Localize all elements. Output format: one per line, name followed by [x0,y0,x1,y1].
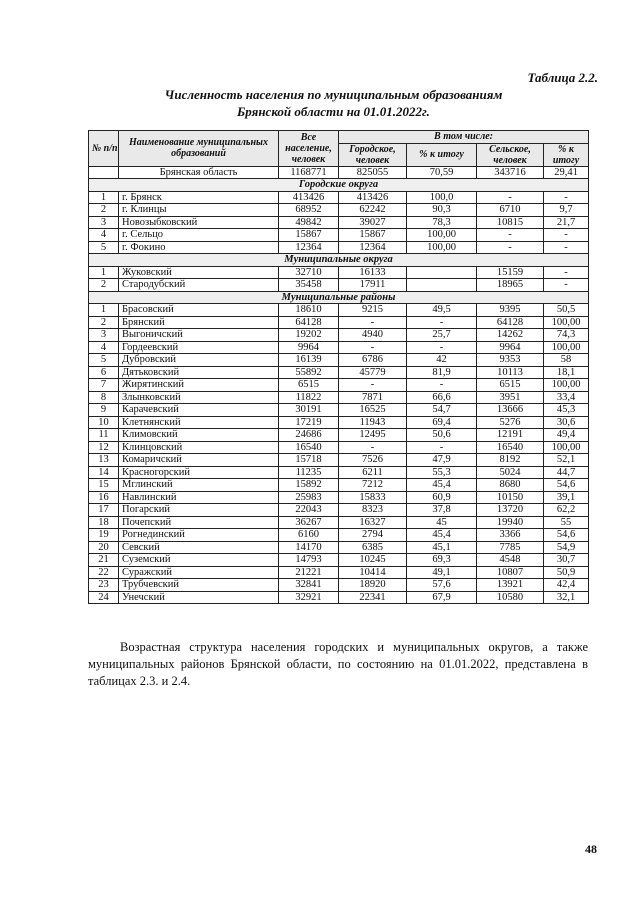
table-row [89,504,589,517]
table-cell: 3 [89,329,119,342]
table-cell: 54,7 [407,404,477,417]
table-row [89,541,589,554]
table-cell: - [339,441,407,454]
table-cell: 100,0 [407,191,477,204]
table-cell: 29,41 [544,166,589,179]
table-cell: 32710 [279,266,339,279]
table-title [0,86,639,120]
table-cell: 62,2 [544,504,589,517]
table-cell: 67,9 [407,591,477,604]
table-cell: Климовский [119,429,279,442]
title-line-2: Брянской области на 01.01.2022г. [237,104,430,119]
population-table [88,130,589,604]
table-row [89,566,589,579]
table-cell: 33,4 [544,391,589,404]
section-header-row [89,179,589,192]
table-cell: 54,9 [544,541,589,554]
table-cell: - [544,266,589,279]
table-row [89,191,589,204]
table-cell: 24686 [279,429,339,442]
table-cell: 22341 [339,591,407,604]
table-row [89,204,589,217]
table-cell: - [477,191,544,204]
table-cell: 37,8 [407,504,477,517]
table-cell: 81,9 [407,366,477,379]
section-title: Муниципальные районы [89,291,589,304]
table-cell: г. Сельцо [119,229,279,242]
table-row [89,329,589,342]
table-cell: 49,1 [407,566,477,579]
table-cell: 68952 [279,204,339,217]
table-cell: 13720 [477,504,544,517]
table-cell: 62242 [339,204,407,217]
table-cell: 52,1 [544,454,589,467]
table-cell: 39027 [339,216,407,229]
table-cell: 10580 [477,591,544,604]
table-cell: 15833 [339,491,407,504]
table-row [89,354,589,367]
table-cell: г. Клинцы [119,204,279,217]
table-cell: 10807 [477,566,544,579]
header-urban: Городское, человек [339,143,407,166]
section-header-row [89,254,589,267]
table-cell: 55,3 [407,466,477,479]
table-cell: 9964 [477,341,544,354]
table-cell: 49842 [279,216,339,229]
table-cell: 78,3 [407,216,477,229]
table-cell: 5276 [477,416,544,429]
table-cell: 9964 [279,341,339,354]
table-cell: 8680 [477,479,544,492]
table-row [89,466,589,479]
table-cell: 6385 [339,541,407,554]
table-cell: 2 [89,316,119,329]
table-cell: 7526 [339,454,407,467]
table-row [89,229,589,242]
table-cell: 64128 [477,316,544,329]
table-cell: 6515 [279,379,339,392]
table-cell: 18920 [339,579,407,592]
table-cell [407,266,477,279]
table-cell: Почепский [119,516,279,529]
table-cell: 1168771 [279,166,339,179]
table-cell: - [544,191,589,204]
table-cell: - [339,379,407,392]
table-cell: 413426 [339,191,407,204]
table-cell: 14170 [279,541,339,554]
table-cell: 9 [89,404,119,417]
table-cell: 12 [89,441,119,454]
table-row [89,279,589,292]
table-cell: - [339,341,407,354]
table-cell: Жуковский [119,266,279,279]
table-cell: 18965 [477,279,544,292]
table-cell: - [477,241,544,254]
table-cell: 13666 [477,404,544,417]
table-cell: г. Фокино [119,241,279,254]
table-cell: 13 [89,454,119,467]
table-cell: 100,00 [544,341,589,354]
table-cell: 23 [89,579,119,592]
table-cell: 6211 [339,466,407,479]
table-cell: 24 [89,591,119,604]
table-cell: Трубчевский [119,579,279,592]
table-cell: Выгоничский [119,329,279,342]
table-cell: 3366 [477,529,544,542]
table-cell: - [544,241,589,254]
table-cell: 50,5 [544,304,589,317]
table-cell: Клетнянский [119,416,279,429]
table-cell: 39,1 [544,491,589,504]
table-cell: 58 [544,354,589,367]
table-cell: 7871 [339,391,407,404]
table-cell: 70,59 [407,166,477,179]
table-cell: 4548 [477,554,544,567]
table-cell: Брянский [119,316,279,329]
table-cell: 54,6 [544,479,589,492]
table-cell: Дубровский [119,354,279,367]
table-cell: 36267 [279,516,339,529]
header-rural-pct: % к итогу [544,143,589,166]
table-cell: 16525 [339,404,407,417]
table-row [89,316,589,329]
table-cell: - [407,441,477,454]
table-cell: Карачевский [119,404,279,417]
table-row [89,391,589,404]
table-row [89,216,589,229]
table-cell: - [339,316,407,329]
table-cell: 10113 [477,366,544,379]
table-cell: Навлинский [119,491,279,504]
table-cell: 4 [89,341,119,354]
table-cell: 100,00 [544,379,589,392]
table-cell: 7 [89,379,119,392]
table-row [89,529,589,542]
table-cell: 6160 [279,529,339,542]
table-cell: 12495 [339,429,407,442]
table-cell: 50,6 [407,429,477,442]
table-cell: 66,6 [407,391,477,404]
table-cell: 18610 [279,304,339,317]
table-cell: 45,1 [407,541,477,554]
table-cell: 6786 [339,354,407,367]
table-cell [89,166,119,179]
table-row [89,591,589,604]
title-line-1: Численность населения по муниципальным образованиям [164,87,503,102]
total-row [89,166,589,179]
table-cell: 45 [407,516,477,529]
table-cell: 16540 [279,441,339,454]
table-cell: 11 [89,429,119,442]
table-row [89,579,589,592]
header-incl: В том числе: [339,131,589,144]
table-row [89,341,589,354]
table-cell: 45,4 [407,529,477,542]
table-cell: 18 [89,516,119,529]
table-cell: Брасовский [119,304,279,317]
table-cell: 74,3 [544,329,589,342]
table-row [89,441,589,454]
table-cell: 32841 [279,579,339,592]
table-row [89,366,589,379]
table-cell: Гордеевский [119,341,279,354]
table-cell: 16 [89,491,119,504]
table-label: Таблица 2.2. [527,70,598,85]
table-cell: 19 [89,529,119,542]
table-cell: 42 [407,354,477,367]
table-cell: 11235 [279,466,339,479]
table-cell: 55892 [279,366,339,379]
table-cell: Унечский [119,591,279,604]
table-cell: 45779 [339,366,407,379]
table-cell: 14 [89,466,119,479]
table-cell: 7212 [339,479,407,492]
table-cell: 413426 [279,191,339,204]
table-cell: 18,1 [544,366,589,379]
table-cell: 32,1 [544,591,589,604]
table-cell: г. Брянск [119,191,279,204]
table-cell: Севский [119,541,279,554]
table-cell: 3951 [477,391,544,404]
table-cell: 12364 [279,241,339,254]
table-cell: 14262 [477,329,544,342]
page-number: 48 [585,842,597,856]
table-cell: 45,3 [544,404,589,417]
table-cell: 17911 [339,279,407,292]
table-cell: 10150 [477,491,544,504]
table-cell: 825055 [339,166,407,179]
table-cell: 15892 [279,479,339,492]
header-name: Наименование муниципальных образований [119,131,279,167]
table-cell: 8 [89,391,119,404]
table-cell: - [544,279,589,292]
table-cell: 343716 [477,166,544,179]
table-cell: 4 [89,229,119,242]
table-cell: 4940 [339,329,407,342]
table-row [89,554,589,567]
table-cell: 50,9 [544,566,589,579]
header-urban-pct: % к итогу [407,143,477,166]
table-cell: 30,7 [544,554,589,567]
table-row [89,479,589,492]
header-total: Все население, человек [279,131,339,167]
table-cell: 5 [89,241,119,254]
table-row [89,491,589,504]
table-cell: 21 [89,554,119,567]
table-cell: 100,00 [544,316,589,329]
table-cell: - [407,379,477,392]
table-cell: 100,00 [544,441,589,454]
table-cell: 6515 [477,379,544,392]
table-cell: 10245 [339,554,407,567]
table-cell: 32921 [279,591,339,604]
table-cell: 17 [89,504,119,517]
table-cell: 8192 [477,454,544,467]
table-cell: 17219 [279,416,339,429]
table-cell: 45,4 [407,479,477,492]
table-cell: 6 [89,366,119,379]
section-header-row [89,291,589,304]
table-cell: - [407,341,477,354]
table-row [89,241,589,254]
header-rural: Сельское, человек [477,143,544,166]
table-cell: 8323 [339,504,407,517]
table-row [89,304,589,317]
table-cell: 7785 [477,541,544,554]
table-cell: 55 [544,516,589,529]
table-cell: 21,7 [544,216,589,229]
table-cell: 9395 [477,304,544,317]
table-cell: Стародубский [119,279,279,292]
table-cell: 60,9 [407,491,477,504]
table-cell: 1 [89,191,119,204]
table-cell: 10414 [339,566,407,579]
table-cell: Мглинский [119,479,279,492]
body-paragraph: Возрастная структура населения городских и муниципальных округов, а также муниципальных районов Брянской области, по состоянию на 01.01.2022, представлена в таблицах 2.3. и 2.4. [88,640,588,688]
table-cell: 2 [89,204,119,217]
table-cell: - [407,316,477,329]
table-cell: 6710 [477,204,544,217]
table-cell: 9215 [339,304,407,317]
table-cell: 15 [89,479,119,492]
table-cell [407,279,477,292]
table-row [89,379,589,392]
table-cell: 25,7 [407,329,477,342]
table-cell: 13921 [477,579,544,592]
table-cell: 44,7 [544,466,589,479]
table-cell: 22 [89,566,119,579]
table-cell: 25983 [279,491,339,504]
table-cell: 16133 [339,266,407,279]
table-cell: 10815 [477,216,544,229]
table-cell: 1 [89,266,119,279]
table-cell: 49,4 [544,429,589,442]
table-cell: Погарский [119,504,279,517]
table-cell: 100,00 [407,241,477,254]
table-cell: 9,7 [544,204,589,217]
table-cell: Дятьковский [119,366,279,379]
table-cell: 49,5 [407,304,477,317]
table-row [89,454,589,467]
table-cell: 64128 [279,316,339,329]
table-body [89,166,589,604]
table-cell: 30,6 [544,416,589,429]
table-cell: 11943 [339,416,407,429]
header-num: № п/п [89,131,119,167]
table-cell: 42,4 [544,579,589,592]
table-cell: 3 [89,216,119,229]
table-cell: 16327 [339,516,407,529]
section-title: Муниципальные округа [89,254,589,267]
table-row [89,416,589,429]
table-cell: 10 [89,416,119,429]
table-row [89,404,589,417]
table-cell: 12364 [339,241,407,254]
table-cell: 21221 [279,566,339,579]
table-cell: 54,6 [544,529,589,542]
table-cell: 57,6 [407,579,477,592]
table-cell: Суземский [119,554,279,567]
table-cell: 15159 [477,266,544,279]
table-cell: 100,00 [407,229,477,242]
table-cell: 16540 [477,441,544,454]
table-cell: 22043 [279,504,339,517]
section-title: Городские округа [89,179,589,192]
table-cell: 14793 [279,554,339,567]
table-cell: 12191 [477,429,544,442]
table-row [89,516,589,529]
table-cell: 15867 [279,229,339,242]
table-cell: 5 [89,354,119,367]
table-cell: 35458 [279,279,339,292]
table-cell: 15718 [279,454,339,467]
table-cell: 19202 [279,329,339,342]
table-cell: 16139 [279,354,339,367]
table-cell: 19940 [477,516,544,529]
table-cell: 69,4 [407,416,477,429]
table-cell: 1 [89,304,119,317]
table-cell: Комаричский [119,454,279,467]
table-cell: Рогнединский [119,529,279,542]
table-cell: Красногорский [119,466,279,479]
table-cell: 90,3 [407,204,477,217]
table-cell: 5024 [477,466,544,479]
table-cell: 2 [89,279,119,292]
table-cell: 47,9 [407,454,477,467]
table-cell: Клинцовский [119,441,279,454]
table-cell: 15867 [339,229,407,242]
table-cell: 9353 [477,354,544,367]
table-row [89,429,589,442]
table-cell: - [544,229,589,242]
table-cell: Брянская область [119,166,279,179]
table-row [89,266,589,279]
table-cell: Жирятинский [119,379,279,392]
table-cell: 2794 [339,529,407,542]
table-cell: - [477,229,544,242]
table-cell: Суражский [119,566,279,579]
table-cell: 11822 [279,391,339,404]
table-cell: 69,3 [407,554,477,567]
table-cell: Злынковский [119,391,279,404]
table-cell: 20 [89,541,119,554]
table-cell: 30191 [279,404,339,417]
table-cell: Новозыбковский [119,216,279,229]
